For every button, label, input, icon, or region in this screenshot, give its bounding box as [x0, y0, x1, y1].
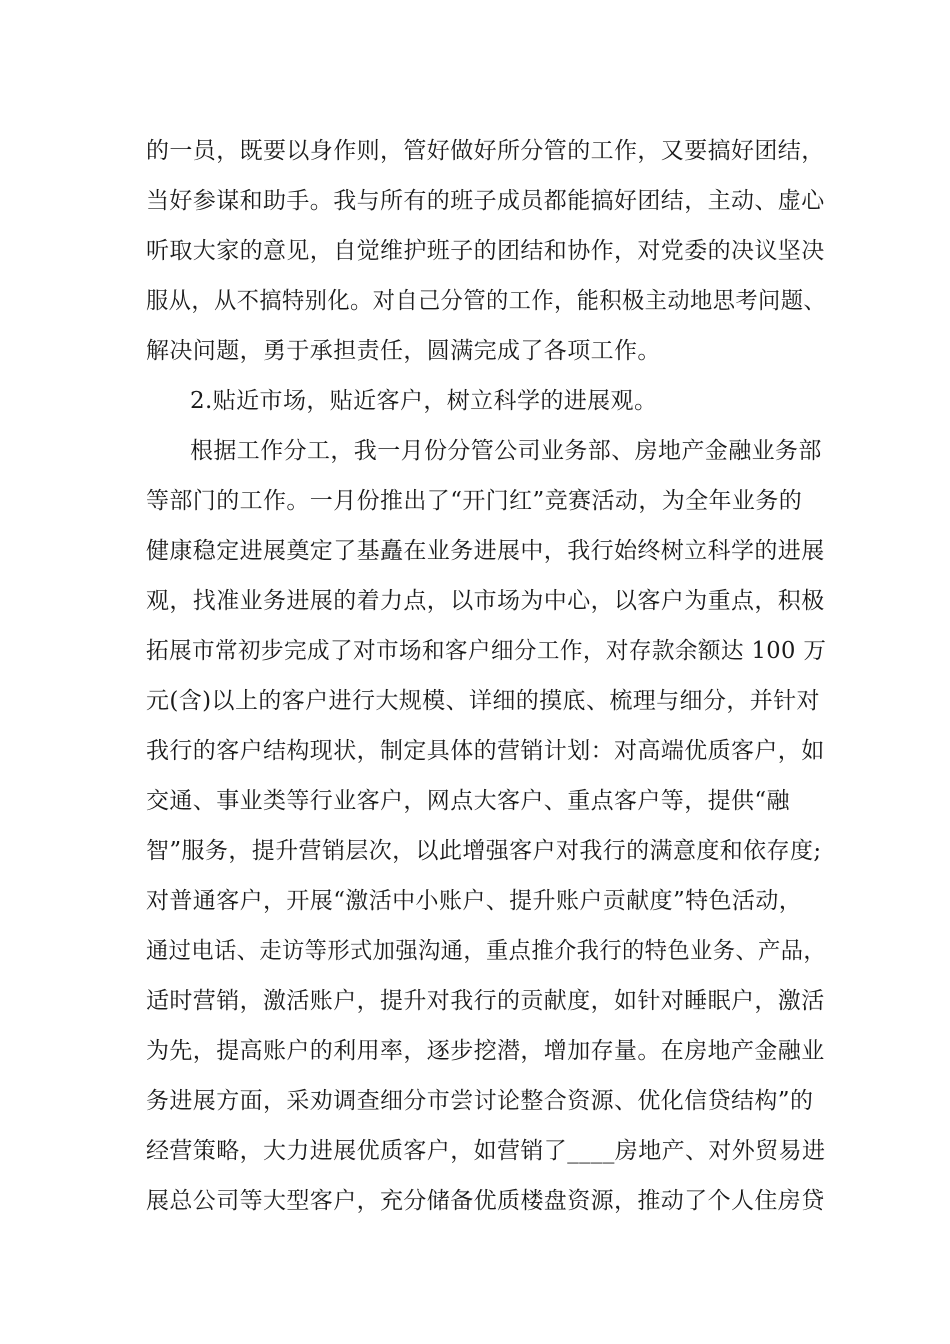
paragraph-line: 经营策略，大力进展优质客户，如营销了____房地产、对外贸易进	[146, 1138, 826, 1164]
paragraph-line: 智”服务，提升营销层次，以此增强客户对我行的满意度和依存度;	[146, 838, 822, 864]
paragraph-line: 交通、事业类等行业客户，网点大客户、重点客户等，提供“融	[146, 788, 790, 814]
paragraph-line: 为先，提高账户的利用率，逐步挖潜，增加存量。在房地产金融业	[146, 1038, 825, 1064]
paragraph-line: 等部门的工作。一月份推出了“开门红”竞赛活动，为全年业务的	[146, 488, 803, 514]
paragraph-line: 当好参谋和助手。我与所有的班子成员都能搞好团结，主动、虚心	[146, 188, 825, 214]
paragraph-line: 通过电话、走访等形式加强沟通，重点推介我行的特色业务、产品，	[146, 938, 827, 964]
paragraph-line: 服从，从不搞特别化。对自己分管的工作，能积极主动地思考问题、	[146, 288, 827, 314]
paragraph-line: 我行的客户结构现状，制定具体的营销计划：对高端优质客户，如	[146, 738, 825, 764]
paragraph-line: 元(含)以上的客户进行大规模、详细的摸底、梳理与细分，并针对	[146, 688, 820, 714]
paragraph-line: 适时营销，激活账户，提升对我行的贡献度，如针对睡眠户，激活	[146, 988, 825, 1014]
paragraph-line: 健康稳定进展奠定了基矗在业务进展中，我行始终树立科学的进展	[146, 538, 825, 564]
section-heading: 2.贴近市场，贴近客户，树立科学的进展观。	[190, 388, 658, 414]
paragraph-line: 听取大家的意见，自觉维护班子的团结和协作，对党委的决议坚决	[146, 238, 825, 264]
paragraph-line: 观，找准业务进展的着力点，以市场为中心，以客户为重点，积极	[146, 588, 825, 614]
paragraph-line: 拓展市常初步完成了对市场和客户细分工作，对存款余额达 100 万	[146, 638, 827, 664]
paragraph-line: 务进展方面，采劝调查细分市尝讨论整合资源、优化信贷结构”的	[146, 1088, 814, 1114]
paragraph-line: 展总公司等大型客户，充分储备优质楼盘资源，推动了个人住房贷	[146, 1188, 825, 1214]
paragraph-line: 根据工作分工，我一月份分管公司业务部、房地产金融业务部	[190, 438, 822, 464]
paragraph-line: 的一员，既要以身作则，管好做好所分管的工作，又要搞好团结，	[146, 138, 825, 164]
paragraph-line: 解决问题，勇于承担责任，圆满完成了各项工作。	[146, 338, 661, 364]
paragraph-line: 对普通客户，开展“激活中小账户、提升账户贡献度”特色活动，	[146, 888, 803, 914]
